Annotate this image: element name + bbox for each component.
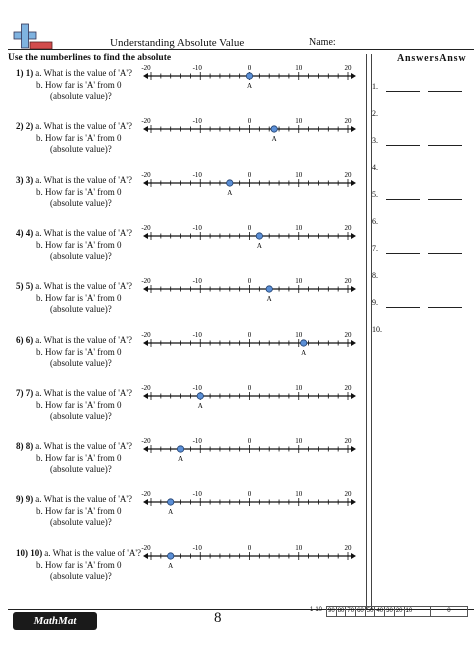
tick-label: -10	[192, 543, 202, 552]
point-a-marker	[168, 552, 174, 558]
point-a-label: A	[227, 188, 233, 197]
answer-row	[372, 82, 472, 96]
number-line	[143, 488, 358, 522]
question-a	[16, 175, 132, 185]
point-a-marker	[177, 446, 183, 452]
tick-label: 20	[344, 170, 352, 179]
tick-label: -20	[141, 64, 151, 72]
tick-label: 0	[247, 170, 252, 179]
tick-label: 20	[344, 223, 352, 232]
tick-label: 20	[344, 277, 352, 286]
question-a-text: a. What is the value of 'A'?	[35, 281, 133, 292]
question-a	[16, 281, 132, 291]
answer-number: 5.	[372, 190, 378, 199]
answer-number: 10.	[372, 325, 382, 334]
tick-label: -20	[141, 543, 151, 552]
question-b-continued: (absolute value)?	[50, 250, 112, 261]
problem-number: 3) 3)	[16, 174, 34, 185]
score-cell: 30	[385, 606, 395, 617]
answers-heading: AnswersAnsw	[397, 53, 467, 64]
tick-label: -20	[141, 490, 151, 499]
question-a	[16, 68, 132, 78]
tick-label: 10	[295, 64, 303, 72]
problem-number: 7) 7)	[16, 387, 34, 398]
answer-blank-a	[386, 199, 420, 200]
point-a-label: A	[178, 455, 184, 464]
tick-label: -20	[141, 383, 151, 392]
problem-number: 6) 6)	[16, 334, 34, 345]
answer-row	[372, 244, 472, 258]
score-table	[309, 606, 468, 616]
arrow-left-icon	[143, 286, 148, 292]
number-line	[143, 222, 358, 256]
point-a-marker	[197, 393, 203, 399]
arrow-left-icon	[143, 340, 148, 346]
question-a-text: a. What is the value of 'A'?	[35, 441, 133, 452]
tick-label: -10	[192, 223, 202, 232]
question-a-text: a. What is the value of 'A'?	[35, 121, 133, 132]
tick-label: -10	[192, 170, 202, 179]
number-line	[143, 542, 358, 576]
question-b-continued: (absolute value)?	[50, 197, 112, 208]
point-a-marker	[266, 286, 272, 292]
tick-label: -20	[141, 117, 151, 126]
question-b: b. How far is 'A' from 0	[36, 133, 122, 144]
problem-5	[8, 277, 358, 333]
question-b: b. How far is 'A' from 0	[36, 453, 122, 464]
arrow-left-icon	[143, 180, 148, 186]
tick-label: 0	[247, 330, 252, 339]
question-b-continued: (absolute value)?	[50, 464, 112, 475]
tick-label: 20	[344, 490, 352, 499]
arrow-right-icon	[351, 446, 356, 452]
answer-number: 9.	[372, 298, 378, 307]
arrow-right-icon	[351, 393, 356, 399]
score-cell: 60	[356, 606, 366, 617]
tick-label: 10	[295, 117, 303, 126]
question-b: b. How far is 'A' from 0	[36, 346, 122, 357]
problem-number: 4) 4)	[16, 227, 34, 238]
arrow-right-icon	[351, 553, 356, 559]
tick-label: 0	[247, 383, 252, 392]
score-cell: 20	[395, 606, 405, 617]
tick-label: -20	[141, 437, 151, 446]
arrow-right-icon	[351, 73, 356, 79]
tick-label: -20	[141, 223, 151, 232]
answer-blank-b	[428, 145, 462, 146]
answer-number: 3.	[372, 136, 378, 145]
tick-label: -10	[192, 490, 202, 499]
tick-label: 0	[247, 64, 252, 72]
arrow-left-icon	[143, 73, 148, 79]
tick-label: 10	[295, 383, 303, 392]
tick-label: 0	[247, 437, 252, 446]
question-a-text: a. What is the value of 'A'?	[35, 494, 133, 505]
tick-label: 0	[247, 490, 252, 499]
arrow-left-icon	[143, 393, 148, 399]
arrow-right-icon	[351, 340, 356, 346]
brand-logo: MathMat	[13, 612, 97, 630]
answer-row	[372, 298, 472, 312]
tick-label: -10	[192, 64, 202, 72]
tick-label: -10	[192, 330, 202, 339]
number-line	[143, 115, 358, 149]
tick-label: 10	[295, 170, 303, 179]
question-a	[16, 548, 141, 558]
tick-label: 10	[295, 437, 303, 446]
answer-number: 2.	[372, 109, 378, 118]
problem-number: 10) 10)	[16, 547, 43, 558]
answer-blank-b	[428, 199, 462, 200]
name-label: Name:	[309, 37, 336, 48]
question-b-continued: (absolute value)?	[50, 91, 112, 101]
answer-row	[372, 325, 472, 339]
problem-8	[8, 437, 358, 493]
tick-label: 0	[247, 117, 252, 126]
question-a	[16, 494, 132, 504]
score-cell: 90	[326, 606, 337, 617]
answer-blank-a	[386, 145, 420, 146]
arrow-left-icon	[143, 446, 148, 452]
arrow-right-icon	[351, 286, 356, 292]
point-a-marker	[256, 233, 262, 239]
score-cell: 0	[431, 606, 467, 617]
problem-number: 8) 8)	[16, 441, 34, 452]
question-a-text: a. What is the value of 'A'?	[35, 174, 133, 185]
question-a-text: a. What is the value of 'A'?	[35, 334, 133, 345]
problem-1	[8, 64, 358, 120]
number-line	[143, 62, 358, 96]
tick-label: 0	[247, 277, 252, 286]
answer-number: 4.	[372, 163, 378, 172]
score-cell: 70	[346, 606, 356, 617]
arrow-right-icon	[351, 499, 356, 505]
problem-2	[8, 117, 358, 173]
question-b: b. How far is 'A' from 0	[36, 506, 122, 517]
answer-row	[372, 136, 472, 150]
arrow-right-icon	[351, 126, 356, 132]
question-a	[16, 441, 132, 451]
number-line	[143, 435, 358, 469]
question-b: b. How far is 'A' from 0	[36, 399, 122, 410]
answer-row	[372, 271, 472, 285]
arrow-right-icon	[351, 180, 356, 186]
question-b: b. How far is 'A' from 0	[36, 559, 122, 570]
point-a-marker	[246, 73, 252, 79]
tick-label: 10	[295, 277, 303, 286]
tick-label: 20	[344, 437, 352, 446]
point-a-label: A	[256, 241, 262, 250]
answer-row	[372, 163, 472, 177]
instructions: Use the numberlines to find the absolute	[8, 53, 172, 63]
tick-label: 20	[344, 64, 352, 72]
tick-label: -10	[192, 437, 202, 446]
tick-label: 20	[344, 330, 352, 339]
point-a-label: A	[168, 508, 174, 517]
tick-label: 0	[247, 543, 252, 552]
problem-number: 9) 9)	[16, 494, 34, 505]
answer-blank-a	[386, 307, 420, 308]
point-a-marker	[271, 126, 277, 132]
question-a-text: a. What is the value of 'A'?	[35, 387, 133, 398]
point-a-marker	[300, 339, 306, 345]
question-b-continued: (absolute value)?	[50, 570, 112, 581]
arrow-right-icon	[351, 233, 356, 239]
answer-blank-a	[386, 91, 420, 92]
problem-number: 1) 1)	[16, 68, 34, 78]
question-a	[16, 335, 132, 345]
arrow-left-icon	[143, 233, 148, 239]
score-cell: 40	[375, 606, 385, 617]
question-a-text: a. What is the value of 'A'?	[35, 227, 133, 238]
question-a	[16, 121, 132, 131]
number-line	[143, 169, 358, 203]
arrow-left-icon	[143, 499, 148, 505]
logo-icon	[14, 24, 54, 52]
problem-9	[8, 490, 358, 546]
answer-row	[372, 190, 472, 204]
answer-blank-b	[428, 253, 462, 254]
question-a-text: a. What is the value of 'A'?	[35, 68, 133, 78]
point-a-marker	[168, 499, 174, 505]
problem-3	[8, 170, 358, 227]
arrow-left-icon	[143, 553, 148, 559]
tick-label: 10	[295, 223, 303, 232]
page-title: Understanding Absolute Value	[110, 37, 245, 49]
problem-4	[8, 223, 358, 280]
question-b: b. How far is 'A' from 0	[36, 80, 122, 90]
tick-label: 10	[295, 330, 303, 339]
point-a-marker	[227, 179, 233, 185]
question-b: b. How far is 'A' from 0	[36, 239, 122, 250]
page-number: 8	[214, 610, 222, 626]
score-cell: 80	[337, 606, 347, 617]
tick-label: -20	[141, 330, 151, 339]
number-line	[143, 275, 358, 309]
question-b: b. How far is 'A' from 0	[36, 186, 122, 197]
question-b-continued: (absolute value)?	[50, 410, 112, 421]
tick-label: 20	[344, 543, 352, 552]
tick-label: 10	[295, 490, 303, 499]
point-a-label: A	[197, 401, 203, 410]
tick-label: 0	[247, 223, 252, 232]
point-a-label: A	[301, 348, 307, 357]
question-b-continued: (absolute value)?	[50, 357, 112, 368]
question-a-text: a. What is the value of 'A'?	[44, 547, 142, 558]
answer-number: 6.	[372, 217, 378, 226]
tick-label: -20	[141, 170, 151, 179]
arrow-left-icon	[143, 126, 148, 132]
point-a-label: A	[271, 135, 277, 144]
header-rule	[8, 49, 474, 50]
question-a	[16, 388, 132, 398]
tick-label: 10	[295, 543, 303, 552]
tick-label: -10	[192, 117, 202, 126]
score-cell: 10	[405, 606, 432, 617]
tick-label: 20	[344, 383, 352, 392]
problem-10	[8, 543, 358, 600]
number-line	[143, 329, 358, 363]
answer-number: 1.	[372, 82, 378, 91]
problem-number: 5) 5)	[16, 281, 34, 292]
question-b-continued: (absolute value)?	[50, 304, 112, 315]
point-a-label: A	[266, 295, 272, 304]
number-line	[143, 382, 358, 416]
answer-row	[372, 217, 472, 231]
point-a-label: A	[168, 561, 174, 570]
point-a-label: A	[246, 82, 253, 90]
problem-6	[8, 330, 358, 387]
tick-label: -10	[192, 383, 202, 392]
problem-number: 2) 2)	[16, 121, 34, 132]
question-b: b. How far is 'A' from 0	[36, 293, 122, 304]
answer-blank-b	[428, 307, 462, 308]
question-b-continued: (absolute value)?	[50, 144, 112, 155]
problem-7	[8, 383, 358, 440]
answer-blank-b	[428, 91, 462, 92]
tick-label: 20	[344, 117, 352, 126]
answer-blank-a	[386, 253, 420, 254]
score-cell: 50	[366, 606, 376, 617]
tick-label: -20	[141, 277, 151, 286]
score-range: 1-10	[310, 607, 323, 613]
question-a	[16, 228, 132, 238]
answer-number: 7.	[372, 244, 378, 253]
answer-number: 8.	[372, 271, 378, 280]
answer-row	[372, 109, 472, 123]
tick-label: -10	[192, 277, 202, 286]
question-b-continued: (absolute value)?	[50, 517, 112, 528]
